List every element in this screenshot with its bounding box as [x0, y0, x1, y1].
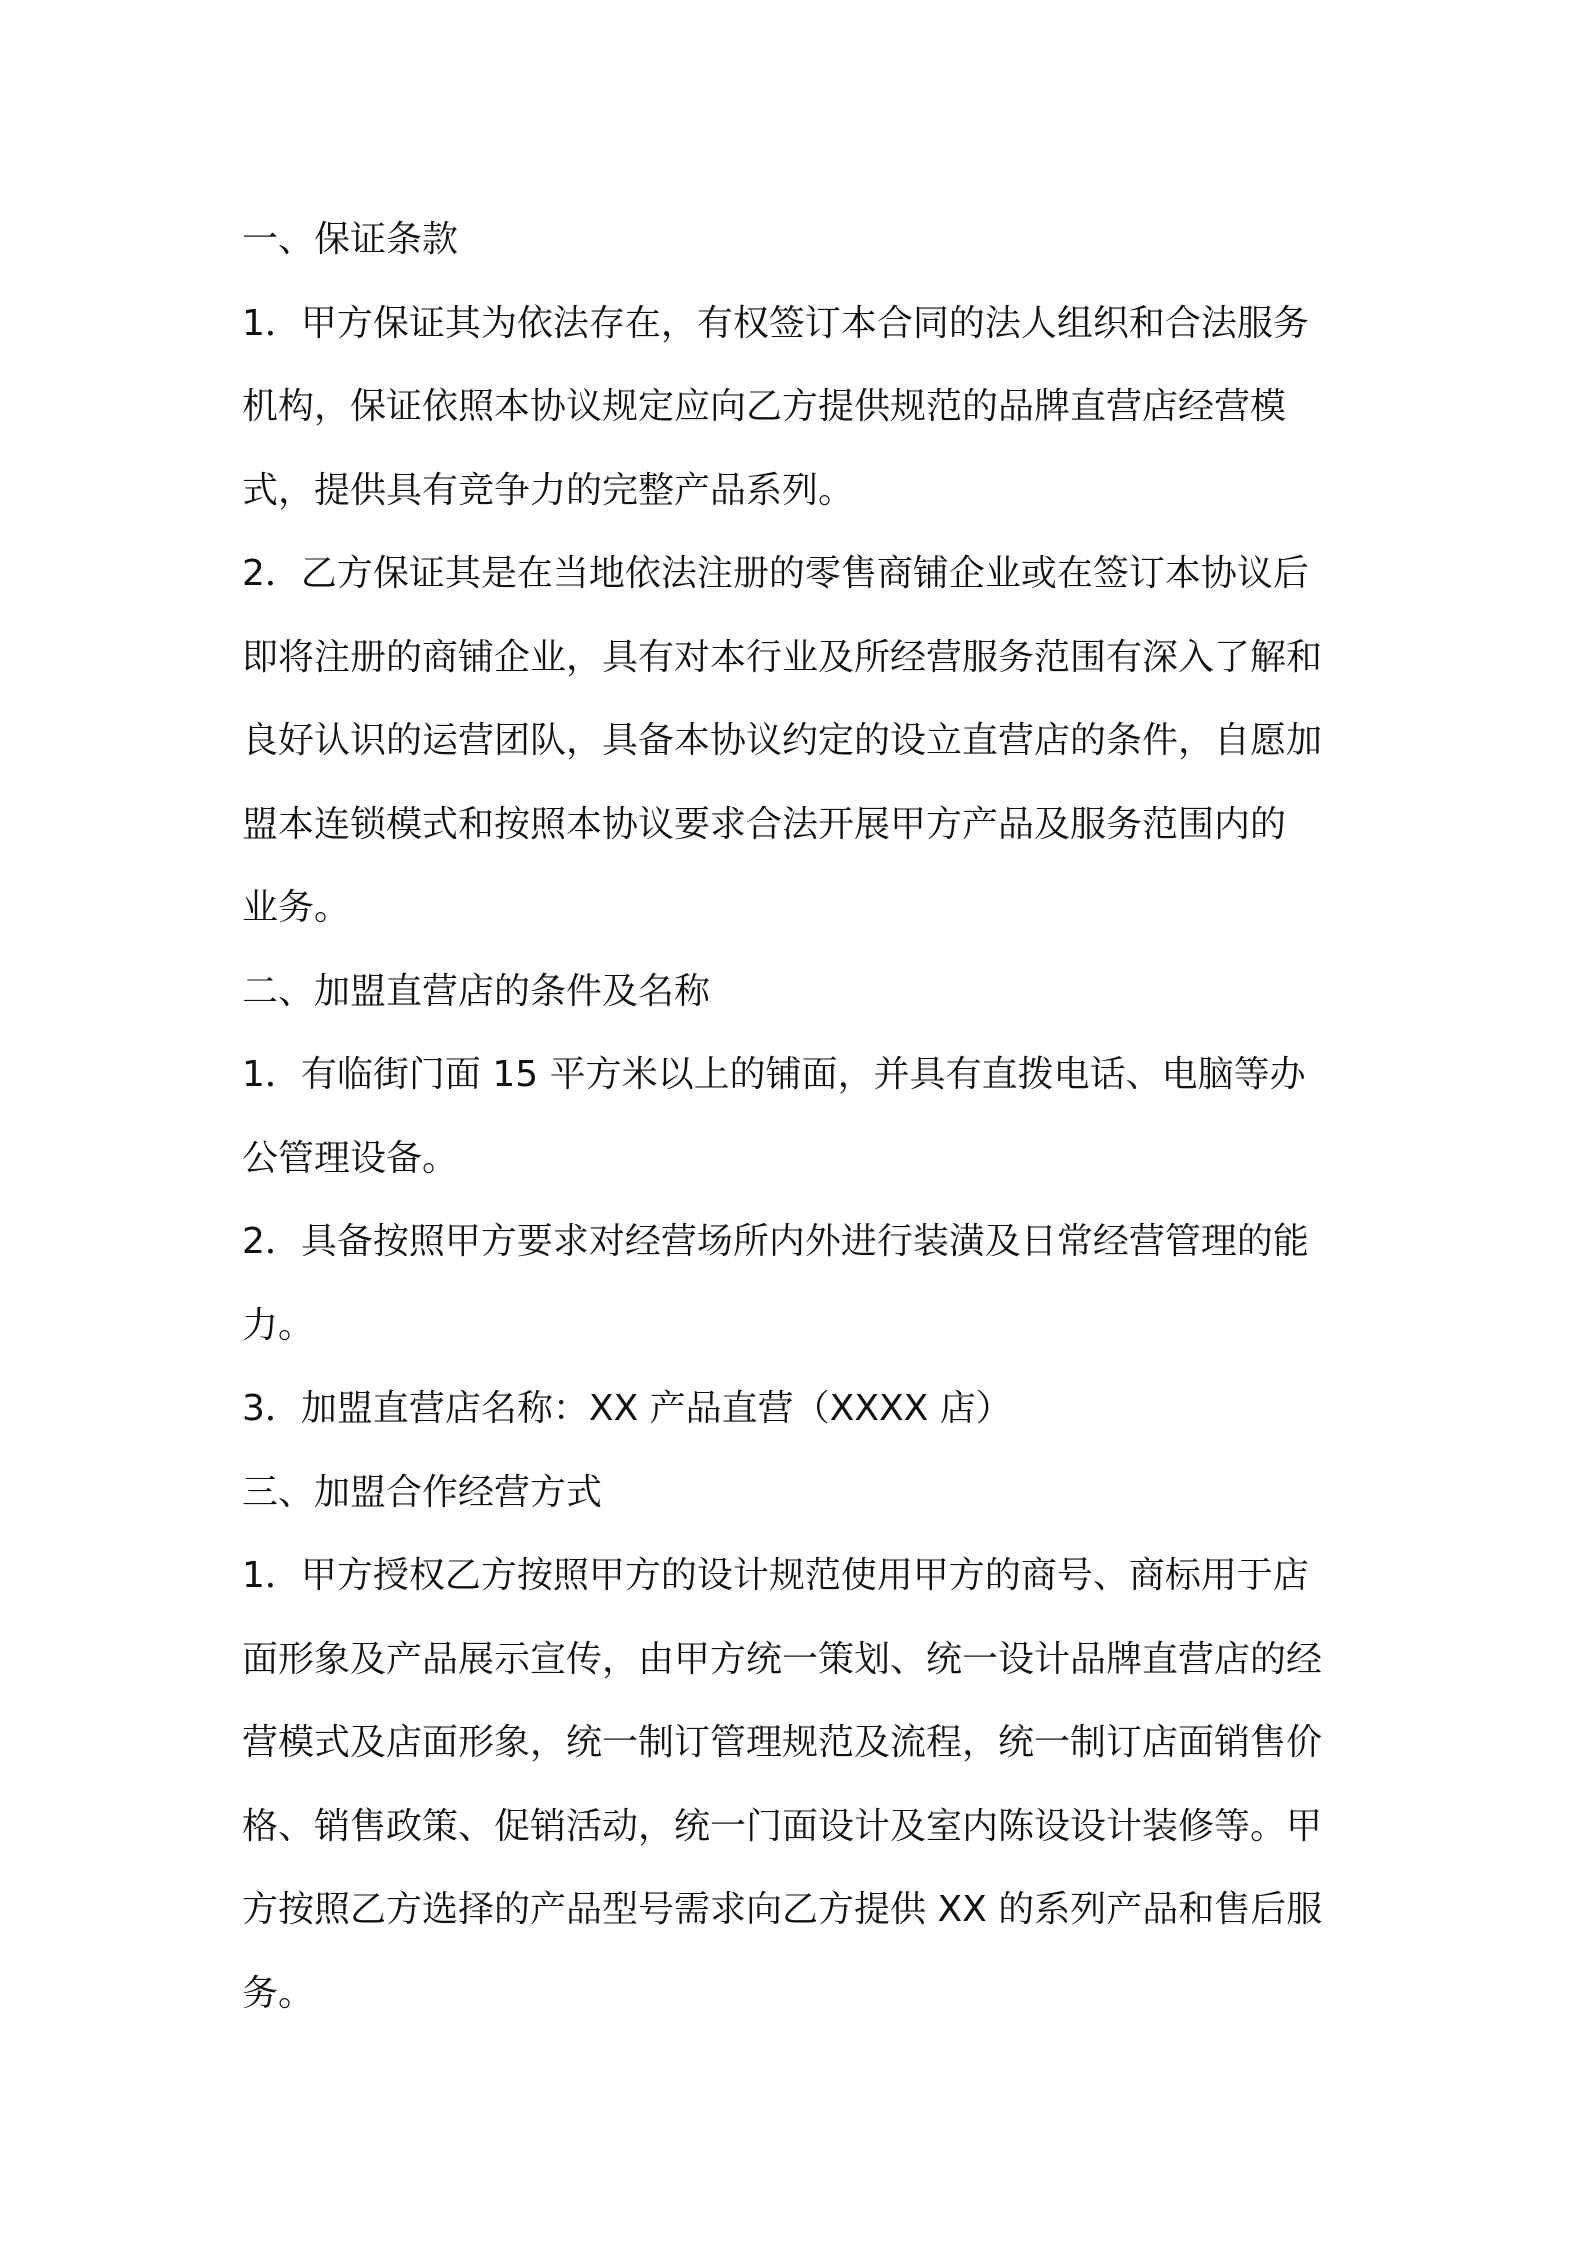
contract-text — [242, 198, 1362, 2035]
paragraph-line: 1．甲方授权乙方按照甲方的设计规范使用甲方的商号、商标用于店 — [242, 1555, 1309, 1596]
paragraph-line: 良好认识的运营团队，具备本协议约定的设立直营店的条件，自愿加 — [242, 720, 1323, 761]
paragraph-line: 2．乙方保证其是在当地依法注册的零售商铺企业或在签订本协议后 — [242, 553, 1309, 594]
paragraph-line: 务。 — [242, 1972, 315, 2014]
paragraph-line: 业务。 — [242, 887, 351, 928]
paragraph-line: 1．有临街门面 15 平方米以上的铺面，并具有直拨电话、电脑等办 — [242, 1054, 1306, 1095]
section-heading: 三、加盟合作经营方式 — [242, 1471, 603, 1513]
paragraph-line: 1．甲方保证其为依法存在，有权签订本合同的法人组织和合法服务 — [242, 302, 1309, 344]
paragraph-line: 力。 — [242, 1304, 315, 1346]
paragraph-line: 式，提供具有竞争力的完整产品系列。 — [242, 469, 855, 511]
paragraph-line: 2．具备按照甲方要求对经营场所内外进行装潢及日常经营管理的能 — [242, 1221, 1309, 1262]
paragraph-line: 3．加盟直营店名称：XX 产品直营（XXXX 店） — [242, 1388, 1012, 1429]
paragraph-line: 机构，保证依照本协议规定应向乙方提供规范的品牌直营店经营模 — [242, 386, 1287, 427]
paragraph-line: 营模式及店面形象，统一制订管理规范及流程，统一制订店面销售价 — [242, 1722, 1323, 1763]
paragraph-line: 盟本连锁模式和按照本协议要求合法开展甲方产品及服务范围内的 — [242, 803, 1287, 845]
paragraph-line: 方按照乙方选择的产品型号需求向乙方提供 XX 的系列产品和售后服 — [242, 1889, 1323, 1930]
section-heading: 一、保证条款 — [242, 219, 459, 260]
paragraph-line: 公管理设备。 — [242, 1137, 459, 1179]
section-heading: 二、加盟直营店的条件及名称 — [242, 970, 711, 1012]
paragraph-line: 面形象及产品展示宣传，由甲方统一策划、统一设计品牌直营店的经 — [242, 1638, 1323, 1680]
paragraph-line: 即将注册的商铺企业，具有对本行业及所经营服务范围有深入了解和 — [242, 636, 1323, 678]
paragraph-line: 格、销售政策、促销活动，统一门面设计及室内陈设设计装修等。甲 — [242, 1805, 1323, 1847]
